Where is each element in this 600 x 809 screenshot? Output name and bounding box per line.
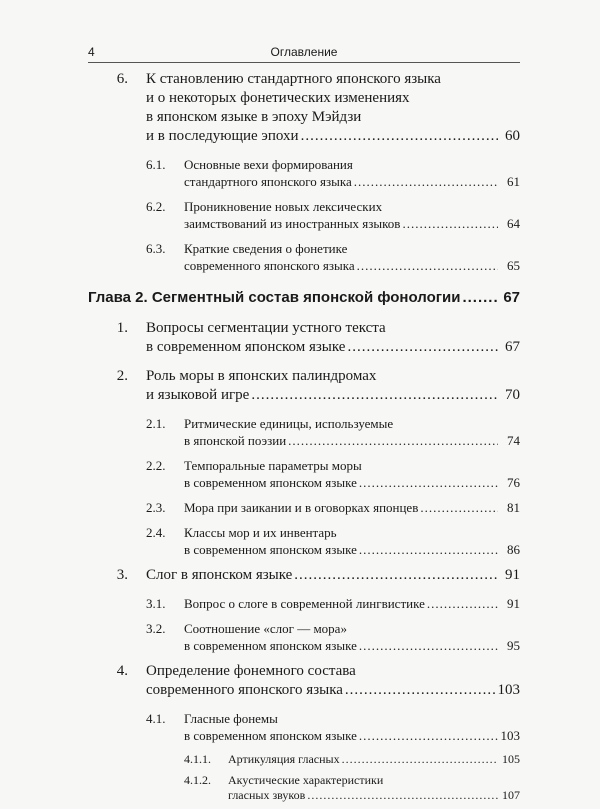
toc-entry-title-line: и о некоторых фонетических изменениях xyxy=(146,90,410,106)
toc-entry-title-line: и в последующие эпохи xyxy=(146,128,299,144)
toc-entry-number: 6. xyxy=(116,71,128,87)
toc-entry-leader-line xyxy=(184,173,520,190)
running-head xyxy=(88,44,520,63)
toc-entry-leader-line xyxy=(184,727,520,744)
toc-entry-leader-line xyxy=(146,127,520,146)
toc-entry-leader-line xyxy=(184,637,520,654)
dot-leader xyxy=(357,257,498,274)
toc-entry-title-line: Вопросы сегментации устного текста xyxy=(146,320,386,336)
toc-entry-title-line: Основные вехи формирования xyxy=(184,157,353,172)
toc-entry-body xyxy=(184,457,520,491)
dot-leader xyxy=(345,681,496,700)
dot-leader xyxy=(359,541,498,558)
toc-entry-number: 6.1. xyxy=(146,157,166,172)
toc-entry-title-line: гласных звуков xyxy=(228,788,306,802)
toc-entry-number: 3.1. xyxy=(146,596,166,611)
toc-entry-title-line: Классы мор и их инвентарь xyxy=(184,525,337,540)
dot-leader xyxy=(359,637,498,654)
toc-entry-title-line: Глава 2. Сегментный состав японской фонологии xyxy=(88,289,461,306)
toc-entry xyxy=(88,319,520,357)
toc-entry-leader-line xyxy=(146,566,520,585)
dot-leader xyxy=(301,127,498,146)
toc-entry-title-line: в современном японском языке xyxy=(184,638,357,653)
toc-page-number: 61 xyxy=(507,174,520,189)
toc-page-number: 103 xyxy=(497,682,520,698)
dot-leader xyxy=(420,499,498,516)
dot-leader xyxy=(347,338,498,357)
toc-entry-title-line: современного японского языка xyxy=(146,682,343,698)
toc-entry-title-line: Проникновение новых лексических xyxy=(184,199,383,214)
toc-entry-number: 2.1. xyxy=(146,416,166,431)
toc-page-number: 67 xyxy=(505,339,520,355)
dot-leader xyxy=(294,566,498,585)
toc-entry xyxy=(88,662,520,700)
toc-entry-leader-line xyxy=(184,215,520,232)
toc-entry-body xyxy=(146,319,520,357)
toc-entry-title-line: Вопрос о слоге в современной лингвистике xyxy=(184,596,425,611)
toc-entry-number: 6.3. xyxy=(146,241,166,256)
toc-entry-title-line: Краткие сведения о фонетике xyxy=(184,241,348,256)
toc-entry-body xyxy=(88,288,520,307)
toc-entry-leader-line xyxy=(146,681,520,700)
toc-entry-title-line: Акустические характеристики xyxy=(228,773,384,787)
table-of-contents xyxy=(88,70,520,809)
toc-entry-title-line: Артикуляция гласных xyxy=(228,752,340,766)
toc-page-number: 103 xyxy=(500,728,520,743)
toc-page-number: 60 xyxy=(505,128,520,144)
dot-leader xyxy=(251,386,498,405)
toc-page-number: 65 xyxy=(507,258,520,273)
toc-entry-number: 2.4. xyxy=(146,525,166,540)
toc-page-number: 64 xyxy=(507,216,520,231)
toc-entry-number: 2.2. xyxy=(146,458,166,473)
toc-entry-body xyxy=(184,198,520,232)
dot-leader xyxy=(359,727,498,744)
page-number: 4 xyxy=(88,45,95,59)
toc-entry-body xyxy=(184,156,520,190)
toc-entry-number: 4.1. xyxy=(146,711,166,726)
toc-entry-title-line: Темпоральные параметры моры xyxy=(184,458,362,473)
toc-entry-title-line: Слог в японском языке xyxy=(146,567,293,583)
toc-entry xyxy=(88,524,520,558)
toc-entry-leader-line xyxy=(184,432,520,449)
toc-page-number: 105 xyxy=(502,752,520,766)
toc-entry xyxy=(88,773,520,803)
running-title: Оглавление xyxy=(270,45,338,59)
toc-entry-number: 2. xyxy=(116,368,128,384)
toc-page-number: 91 xyxy=(505,567,520,583)
dot-leader xyxy=(402,215,498,232)
toc-entry-number: 4.1.2. xyxy=(184,773,211,787)
toc-entry-body xyxy=(146,70,520,146)
toc-entry-leader-line xyxy=(184,595,520,612)
toc-entry-title-line: в современном японском языке xyxy=(184,542,357,557)
toc-entry-number: 4. xyxy=(116,663,128,679)
toc-entry xyxy=(88,710,520,744)
toc-entry xyxy=(88,457,520,491)
toc-entry-body xyxy=(228,752,520,767)
toc-entry-body xyxy=(184,240,520,274)
toc-entry-title-line: Соотношение «слог — мора» xyxy=(184,621,347,636)
dot-leader xyxy=(359,474,498,491)
toc-page-number: 95 xyxy=(507,638,520,653)
dot-leader xyxy=(288,432,498,449)
toc-entry-number: 2.3. xyxy=(146,500,166,515)
toc-entry-body xyxy=(184,524,520,558)
toc-chapter xyxy=(88,288,520,307)
toc-entry-body xyxy=(184,595,520,612)
toc-entry-title-line: К становлению стандартного японского языка xyxy=(146,71,441,87)
toc-entry xyxy=(88,198,520,232)
toc-entry xyxy=(88,566,520,585)
toc-entry-body xyxy=(146,367,520,405)
toc-entry xyxy=(88,70,520,146)
toc-entry-body xyxy=(146,662,520,700)
toc-entry-body xyxy=(146,566,520,585)
toc-entry-title-line: Роль моры в японских палиндромах xyxy=(146,368,377,384)
dot-leader xyxy=(354,173,498,190)
toc-entry xyxy=(88,156,520,190)
toc-page-number: 70 xyxy=(505,387,520,403)
toc-entry-title-line: в японской поэзии xyxy=(184,433,287,448)
toc-page-number: 74 xyxy=(507,433,520,448)
toc-entry xyxy=(88,240,520,274)
toc-entry-title-line: в современном японском языке xyxy=(184,728,357,743)
toc-entry-number: 3. xyxy=(116,567,128,583)
toc-entry-body xyxy=(184,620,520,654)
toc-entry-number: 4.1.1. xyxy=(184,752,211,766)
toc-entry-leader-line xyxy=(146,338,520,357)
toc-entry-leader-line xyxy=(184,474,520,491)
toc-entry-title-line: Определение фонемного состава xyxy=(146,663,356,679)
toc-entry-leader-line xyxy=(146,386,520,405)
toc-entry-title-line: Гласные фонемы xyxy=(184,711,278,726)
toc-entry xyxy=(88,367,520,405)
toc-page-number: 76 xyxy=(507,475,520,490)
toc-entry-number: 3.2. xyxy=(146,621,166,636)
toc-page-number: 107 xyxy=(502,788,520,802)
toc-entry-leader-line xyxy=(184,257,520,274)
toc-page-number: 86 xyxy=(507,542,520,557)
toc-entry-title-line: в современном японском языке xyxy=(146,339,346,355)
toc-entry xyxy=(88,415,520,449)
toc-entry-title-line: современного японского языка xyxy=(184,258,355,273)
toc-entry-body xyxy=(184,499,520,516)
toc-entry xyxy=(88,620,520,654)
toc-entry-number: 6.2. xyxy=(146,199,166,214)
toc-entry-leader-line xyxy=(88,288,520,307)
toc-entry xyxy=(88,499,520,516)
toc-entry-leader-line xyxy=(184,541,520,558)
dot-leader xyxy=(427,595,498,612)
dot-leader xyxy=(342,752,498,767)
toc-entry-title-line: в современном японском языке xyxy=(184,475,357,490)
toc-entry-title-line: и языковой игре xyxy=(146,387,250,403)
toc-entry-title-line: в японском языке в эпоху Мэйдзи xyxy=(146,109,362,125)
toc-entry-body xyxy=(184,710,520,744)
toc-entry-leader-line xyxy=(228,752,520,767)
toc-entry xyxy=(88,595,520,612)
toc-page-number: 67 xyxy=(503,289,520,306)
toc-entry-title-line: Ритмические единицы, используемые xyxy=(184,416,394,431)
toc-page-number: 81 xyxy=(507,500,520,515)
toc-entry-body xyxy=(228,773,520,803)
toc-entry-title-line: стандартного японского языка xyxy=(184,174,352,189)
toc-entry-title-line: Мора при заикании и в оговорках японцев xyxy=(184,500,419,515)
toc-entry xyxy=(88,752,520,767)
toc-entry-title-line: заимствований из иностранных языков xyxy=(184,216,401,231)
toc-entry-leader-line xyxy=(184,499,520,516)
dot-leader xyxy=(307,788,498,803)
toc-page-number: 91 xyxy=(507,596,520,611)
dot-leader xyxy=(462,288,498,307)
toc-entry-leader-line xyxy=(228,788,520,803)
toc-entry-number: 1. xyxy=(116,320,128,336)
toc-entry-body xyxy=(184,415,520,449)
